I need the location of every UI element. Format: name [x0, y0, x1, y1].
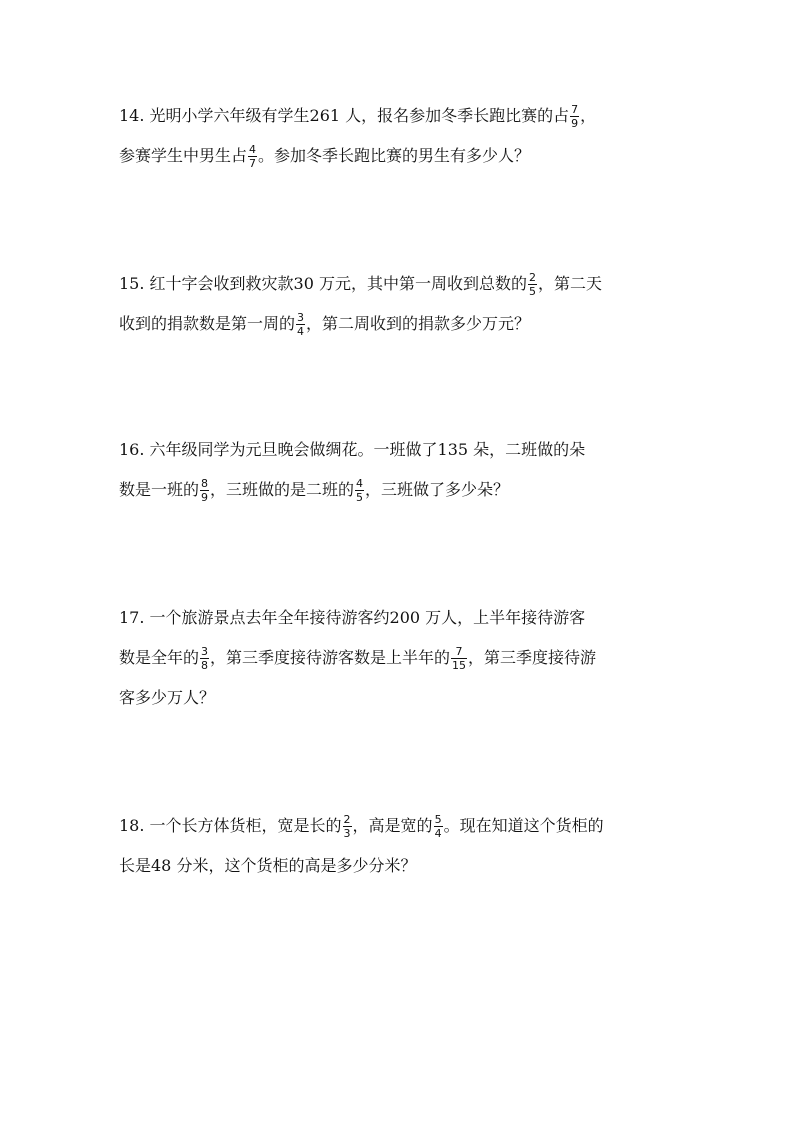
fraction-denominator: 9 [201, 491, 209, 504]
problem-line [119, 678, 684, 718]
problem-line [119, 846, 684, 886]
fraction-denominator: 5 [356, 491, 364, 504]
fraction [343, 814, 352, 839]
problem-line [119, 598, 684, 638]
fraction-numerator: 8 [201, 477, 209, 490]
fraction-numerator: 2 [343, 813, 351, 826]
problem-line [119, 806, 684, 846]
fraction-denominator: 5 [528, 285, 536, 298]
fraction [248, 144, 257, 169]
fraction-numerator: 5 [434, 813, 442, 826]
fraction-numerator: 7 [571, 103, 579, 116]
problem-line [119, 136, 684, 176]
problem-text: 15. 红十字会收到救灾款30 万元，其中第一周收到总数的 [119, 274, 527, 293]
fraction-denominator: 15 [452, 659, 467, 672]
problem-text: ，第二周收到的捐款多少万元？ [306, 314, 531, 333]
problem-text: 。现在知道这个货柜的 [443, 816, 604, 835]
problem-line [119, 304, 684, 344]
problem-text: 客多少万人？ [119, 688, 216, 707]
problem-16 [119, 430, 684, 510]
problem-text: 数是全年的 [119, 648, 200, 667]
problem-14 [119, 96, 684, 176]
fraction-numerator: 7 [455, 645, 463, 658]
problem-17 [119, 598, 684, 718]
problem-text: 收到的捐款数是第一周的 [119, 314, 296, 333]
problem-text: ，第三季度接待游客数是上半年的 [210, 648, 451, 667]
problem-text: ，第三季度接待游 [468, 648, 597, 667]
fraction [451, 646, 467, 671]
problem-15 [119, 264, 684, 344]
problem-text: ，三班做了多少朵？ [365, 480, 510, 499]
fraction-numerator: 2 [528, 271, 536, 284]
problem-text: 14. 光明小学六年级有学生261 人，报名参加冬季长跑比赛的占 [119, 106, 570, 125]
problem-text: 17. 一个旅游景点去年全年接待游客约200 万人，上半年接待游客 [119, 608, 586, 627]
fraction-denominator: 4 [297, 325, 305, 338]
fraction [200, 478, 209, 503]
fraction [570, 104, 579, 129]
fraction-denominator: 8 [201, 659, 209, 672]
problem-text: ，第二天 [537, 274, 602, 293]
problem-text: 。参加冬季长跑比赛的男生有多少人？ [258, 146, 531, 165]
problem-18 [119, 806, 684, 886]
problem-text: 长是48 分米，这个货柜的高是多少分米？ [119, 856, 417, 875]
fraction-numerator: 4 [356, 477, 364, 490]
fraction-numerator: 3 [297, 311, 305, 324]
problem-line [119, 264, 684, 304]
problem-line [119, 470, 684, 510]
fraction [528, 272, 537, 297]
fraction-numerator: 3 [201, 645, 209, 658]
fraction-denominator: 3 [343, 827, 351, 840]
fraction-numerator: 4 [249, 143, 257, 156]
problem-text: 数是一班的 [119, 480, 200, 499]
problem-text: 18. 一个长方体货柜，宽是长的 [119, 816, 342, 835]
fraction-denominator: 4 [434, 827, 442, 840]
fraction [434, 814, 443, 839]
fraction-denominator: 9 [571, 117, 579, 130]
fraction-denominator: 7 [249, 157, 257, 170]
problem-text: ，高是宽的 [352, 816, 433, 835]
fraction [296, 312, 305, 337]
problem-line [119, 638, 684, 678]
problem-line [119, 96, 684, 136]
problem-text: ， [580, 106, 597, 125]
problem-text: 16. 六年级同学为元旦晚会做绸花。一班做了135 朵，二班做的朵 [119, 440, 586, 459]
problem-line [119, 430, 684, 470]
problem-text: ，三班做的是二班的 [210, 480, 355, 499]
fraction [200, 646, 209, 671]
fraction [355, 478, 364, 503]
problem-text: 参赛学生中男生占 [119, 146, 248, 165]
